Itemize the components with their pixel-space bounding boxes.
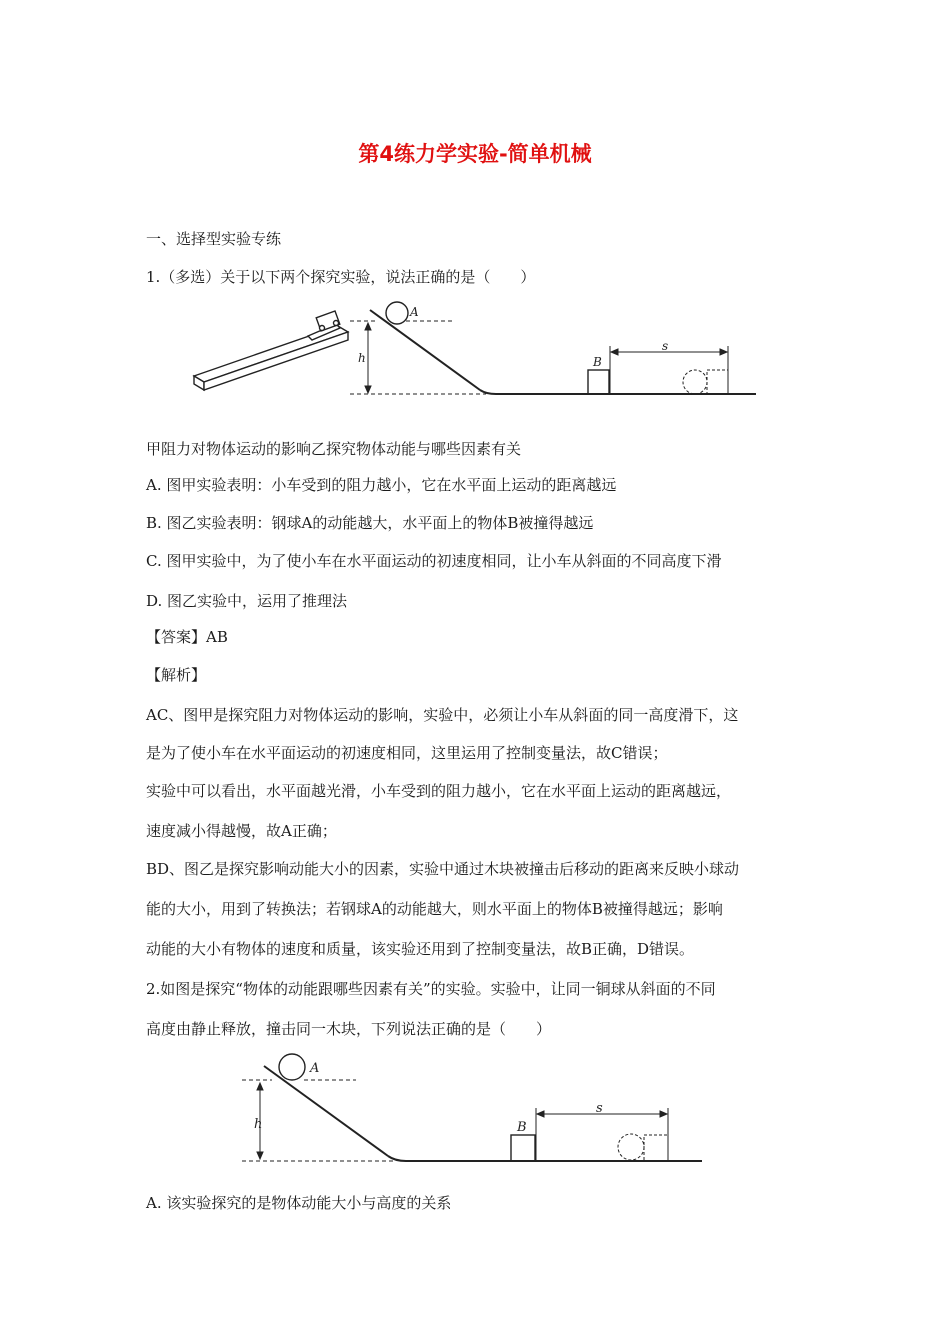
analysis-line: 能的大小，用到了转换法；若钢球A的动能越大，则水平面上的物体B被撞得越远；影响 [146,900,723,918]
wooden-block-b [511,1135,535,1161]
analysis-line: BD、图乙是探究影响动能大小的因素，实验中通过木块被撞击后移动的距离来反映小球动 [146,860,740,878]
label-h: h [254,1117,263,1132]
label-h: h [358,351,366,365]
analysis-line: 动能的大小有物体的速度和质量，该实验还用到了控制变量法，故B正确，D错误。 [146,940,695,958]
question-1-stem: 1.（多选）关于以下两个探究实验，说法正确的是（ ） [146,268,536,286]
cart-ramp-diagram [194,311,348,390]
question-1-analysis-label: 【解析】 [146,666,207,684]
label-b: B [593,355,602,369]
question-1-figure [190,298,760,404]
label-b: B [517,1120,527,1135]
question-2-figure [238,1050,708,1168]
question-1-option-a: A. 图甲实验表明：小车受到的阻力越小，它在水平面上运动的距离越远 [146,476,617,494]
label-a: A [310,1061,320,1076]
question-2-option-a: A. 该实验探究的是物体动能大小与高度的关系 [146,1194,452,1212]
question-1-option-c: C. 图甲实验中，为了使小车在水平面运动的初速度相同，让小车从斜面的不同高度下滑 [146,552,722,570]
wooden-block-b [588,370,609,394]
question-1-answer: 【答案】AB [146,628,228,646]
section-heading: 一、选择型实验专练 [146,230,282,248]
question-1-option-b: B. 图乙实验表明：钢球A的动能越大，水平面上的物体B被撞得越远 [146,514,594,532]
page-title: 第4练力学实验-简单机械 [358,142,592,166]
label-s: s [596,1101,603,1116]
analysis-line: 实验中可以看出，水平面越光滑，小车受到的阻力越小，它在水平面上运动的距离越远， [146,782,732,800]
label-s: s [662,339,669,353]
question-1-option-d: D. 图乙实验中，运用了推理法 [146,592,348,610]
figure-1-caption: 甲阻力对物体运动的影响乙探究物体动能与哪些因素有关 [146,440,522,458]
analysis-line: 速度减小得越慢，故A正确； [146,822,337,840]
copper-ball-a [279,1054,305,1080]
analysis-line: AC、图甲是探究阻力对物体运动的影响，实验中，必须让小车从斜面的同一高度滑下，这 [146,706,739,724]
question-2-stem: 2.如图是探究“物体的动能跟哪些因素有关”的实验。实验中，让同一铜球从斜面的不同 [146,980,716,998]
label-a: A [410,305,419,319]
steel-ball-a [386,302,408,324]
question-2-stem-cont: 高度由静止释放，撞击同一木块，下列说法正确的是（ ） [146,1020,552,1038]
analysis-line: 是为了使小车在水平面运动的初速度相同，这里运用了控制变量法，故C错误； [146,744,668,762]
